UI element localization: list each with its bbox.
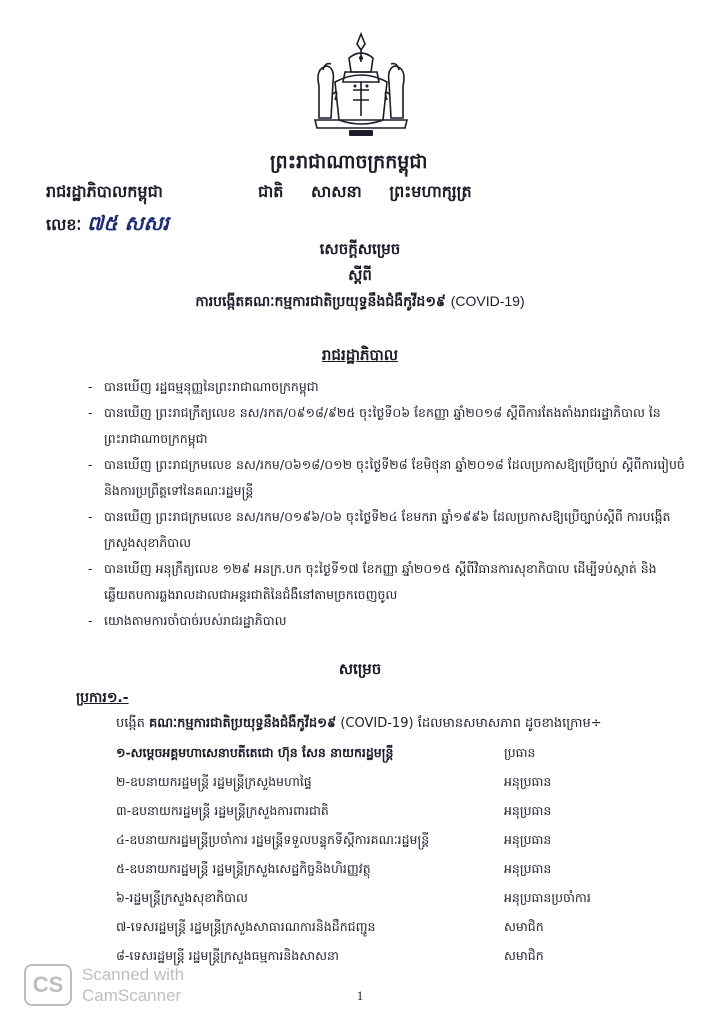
- member-name: ២-ឧបនាយករដ្ឋមន្ត្រី រដ្ឋមន្ត្រីក្រសួងមហាផ្ទៃ: [116, 774, 312, 789]
- preamble-item: - បានឃើញ ព្រះរាជក្រមលេខ នស/រកម/០១៩៦/០៦ ចុះថ្ងៃទី២៤ ខែមករា ឆ្នាំ១៩៩៦ ដែលប្រកាសឱ្យប្រើច្បាប់ស្តីពី ការបង្កើតក្រសួងសុខាភិបាល: [88, 504, 688, 556]
- preamble-heading: រាជរដ្ឋាភិបាល: [321, 346, 399, 364]
- document-subject: [0, 292, 720, 313]
- member-row: [116, 916, 676, 945]
- member-name: ៣-ឧបនាយករដ្ឋមន្ត្រី រដ្ឋមន្ត្រីក្រសួងការពារជាតិ: [116, 803, 329, 818]
- member-row: [116, 800, 676, 829]
- member-role: អនុប្រធាន: [504, 774, 552, 789]
- preamble-item: - បានឃើញ រដ្ឋធម្មនុញ្ញនៃព្រះរាជាណាចក្រកម្ពុជា: [88, 374, 688, 400]
- member-name: ១-សម្តេចអគ្គមហាសេនាបតីតេជោ ហ៊ុន សែន នាយករដ្ឋមន្ត្រី: [116, 745, 394, 760]
- member-row: [116, 829, 676, 858]
- motto-nation: ជាតិ: [258, 182, 284, 201]
- kingdom-heading: ព្រះរាជាណាចក្រកម្ពុជា: [270, 151, 428, 173]
- subject-latin: (COVID-19): [450, 293, 525, 309]
- member-role: អនុប្រធាន: [504, 861, 552, 876]
- member-name: ៦-រដ្ឋមន្ត្រីក្រសួងសុខាភិបាល: [116, 890, 248, 905]
- national-motto: [258, 181, 494, 205]
- preamble-item: - បានឃើញ ព្រះរាជក្រឹត្យលេខ នស/រកត/០៩១៨/៩២៥ ចុះថ្ងៃទី០៦ ខែកញ្ញា ឆ្នាំ២០១៨ ស្តីពីការតែងតាំងរាជរដ្ឋាភិបាល នៃព្រះរាជាណាចក្រកម្ពុជា: [88, 400, 688, 452]
- watermark-line-2: CamScanner: [82, 986, 182, 1005]
- member-name: ៥-ឧបនាយករដ្ឋមន្ត្រី រដ្ឋមន្ត្រីក្រសួងសេដ្ឋកិច្ចនិងហិរញ្ញវត្ថុ: [116, 861, 371, 876]
- article-intro: [116, 715, 602, 734]
- committee-members-list: [116, 742, 676, 974]
- article-label: ប្រការ១.-: [76, 690, 129, 706]
- intro-latin: (COVID-19): [340, 716, 414, 731]
- royal-coat-of-arms-icon: [305, 28, 417, 140]
- member-role: សមាជិក: [504, 919, 544, 934]
- preamble-item: - បានឃើញ អនុក្រឹត្យលេខ ១២៩ អនក្រ.បក ចុះថ្ងៃទី១៧ ខែកញ្ញា ឆ្នាំ២០១៥ ស្តីពីវិធានការសុខាភិបាល ដើម្បីទប់ស្កាត់ និងឆ្លើយតបការឆ្លងរាលដាលជាអន្តរជាតិនៃជំងឺនៅតាមច្រកចេញចូល: [88, 556, 688, 608]
- member-role: អនុប្រធាន: [504, 803, 552, 818]
- page-number: 1: [356, 988, 364, 1003]
- document-type: សេចក្តីសម្រេច: [319, 240, 401, 258]
- decision-heading: សម្រេច: [338, 660, 382, 678]
- member-role: ប្រធាន: [504, 745, 536, 760]
- reference-number: [46, 210, 169, 240]
- member-row: [116, 887, 676, 916]
- motto-religion: សាសនា: [310, 182, 362, 201]
- motto-king: ព្រះមហាក្សត្រ: [389, 182, 472, 201]
- member-row: [116, 858, 676, 887]
- preamble-list: [88, 374, 688, 634]
- intro-committee-name: គណៈកម្មការជាតិប្រយុទ្ធនឹងជំងឺកូវីដ១៩: [149, 716, 337, 731]
- member-name: ៧-ទេសរដ្ឋមន្ត្រី រដ្ឋមន្ត្រីក្រសួងសាធារណការនិងដឹកជញ្ជូន: [116, 919, 376, 934]
- member-name: ៤-ឧបនាយករដ្ឋមន្ត្រីប្រចាំការ រដ្ឋមន្ត្រីទទួលបន្ទុកទីស្តីការគណៈរដ្ឋមន្ត្រី: [116, 832, 430, 847]
- about-label: ស្តីពី: [348, 266, 372, 284]
- camscanner-logo-icon: CS: [24, 964, 72, 1006]
- preamble-item: - បានឃើញ ព្រះរាជក្រមលេខ នស/រកម/០៦១៨/០១២ ចុះថ្ងៃទី២៨ ខែមិថុនា ឆ្នាំ២០១៨ ដែលប្រកាសឱ្យប្រើច្បាប់ ស្តីពីការរៀបចំនិងការប្រព្រឹត្តទៅនៃគណៈរដ្ឋមន្ត្រី: [88, 452, 688, 504]
- member-role: អនុប្រធានប្រចាំការ: [504, 890, 591, 905]
- reference-number-label: លេខៈ: [46, 215, 82, 234]
- subject-khmer: ការបង្កើតគណៈកម្មការជាតិប្រយុទ្ធនឹងជំងឺកូវីដ១៩: [195, 294, 446, 310]
- member-role: អនុប្រធាន: [504, 832, 552, 847]
- intro-prefix: បង្កើត: [116, 716, 145, 731]
- reference-number-handwritten: ៧៥ សសរ: [86, 211, 169, 235]
- member-row: [116, 742, 676, 771]
- member-role: សមាជិក: [504, 948, 544, 963]
- member-row: [116, 771, 676, 800]
- watermark-line-1: Scanned with: [82, 965, 185, 984]
- preamble-item: - យោងតាមការចាំបាច់របស់រាជរដ្ឋាភិបាល: [88, 608, 688, 634]
- member-name: ៨-ទេសរដ្ឋមន្ត្រី រដ្ឋមន្ត្រីក្រសួងធម្មការនិងសាសនា: [116, 948, 339, 963]
- issuing-authority: រាជរដ្ឋាភិបាលកម្ពុជា: [46, 182, 163, 201]
- intro-suffix: ដែលមានសមាសភាព ដូចខាងក្រោម÷: [417, 716, 602, 731]
